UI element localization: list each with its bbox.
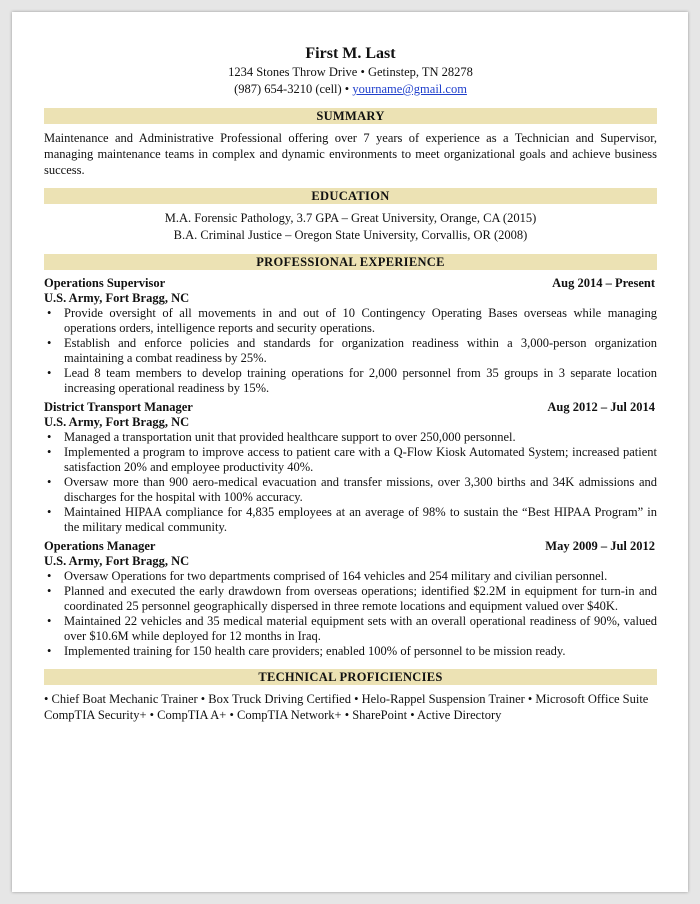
education-entry: M.A. Forensic Pathology, 3.7 GPA – Great University, Orange, CA (2015) [164, 211, 537, 225]
bullet-text: Maintained 22 vehicles and 35 medical material equipment sets with an overall operational readiness of 90%, valued over $10.6M while deployed for 12 months in Iraq. [64, 614, 657, 643]
bullet-dot: • [47, 614, 52, 628]
job-bullet [44, 569, 657, 584]
bullet-dot: • [47, 445, 52, 459]
job-organization: U.S. Army, Fort Bragg, NC [44, 415, 190, 429]
job-bullet [44, 614, 657, 644]
bullet-text: Managed a transportation unit that provided healthcare support to over 250,000 personnel. [64, 430, 516, 444]
job-title: Operations Supervisor [44, 276, 166, 290]
bullet-dot: • [47, 430, 52, 444]
bullet-text: Planned and executed the early drawdown from overseas operations; identified $2.2M in equipment for turn-in and coordinated 25 personnel geographically dispersed in three remote locations and equipment valued over $40K. [64, 584, 657, 613]
job-bullet [44, 366, 657, 396]
bullet-text: Establish and enforce policies and standards for organization readiness within a 3,000-person organization maintaining a combat readiness by 25%. [64, 336, 657, 365]
job-bullet [44, 336, 657, 366]
job-title: District Transport Manager [44, 400, 193, 414]
job-bullet [44, 505, 657, 535]
experience-heading: PROFESSIONAL EXPERIENCE [44, 254, 657, 270]
technical-heading: TECHNICAL PROFICIENCIES [44, 669, 657, 685]
email-link[interactable]: yourname@gmail.com [352, 82, 467, 96]
job-bullets [44, 569, 657, 659]
job-organization: U.S. Army, Fort Bragg, NC [44, 291, 190, 305]
bullet-text: Implemented training for 150 health care providers; enabled 100% of personnel to be mission ready. [64, 644, 566, 658]
job-dates: Aug 2014 – Present [552, 276, 655, 290]
phone-text: (987) 654-3210 (cell) • [234, 82, 353, 96]
job-bullet [44, 584, 657, 614]
bullet-dot: • [47, 505, 52, 519]
job-bullet [44, 445, 657, 475]
job-title: Operations Manager [44, 539, 156, 553]
bullet-dot: • [47, 336, 52, 350]
job-organization: U.S. Army, Fort Bragg, NC [44, 554, 190, 568]
job-entry [44, 276, 657, 396]
job-header [44, 276, 657, 291]
resume-page [12, 12, 688, 892]
job-bullet [44, 306, 657, 336]
bullet-dot: • [47, 475, 52, 489]
bullet-text: Oversaw Operations for two departments comprised of 164 vehicles and 254 military and civilian personnel. [64, 569, 608, 583]
education-entry: B.A. Criminal Justice – Oregon State University, Corvallis, OR (2008) [173, 228, 528, 242]
address-line: 1234 Stones Throw Drive • Getinstep, TN 28278 [228, 65, 473, 79]
education-heading: EDUCATION [44, 188, 657, 204]
job-bullet [44, 475, 657, 505]
job-dates: Aug 2012 – Jul 2014 [547, 400, 655, 414]
bullet-dot: • [47, 584, 52, 598]
phone-email-line [44, 81, 657, 98]
job-header [44, 400, 657, 415]
bullet-text: Provide oversight of all movements in and out of 10 Contingency Operating Bases overseas while managing operations orders, intelligence reports and security operations. [64, 306, 657, 335]
resume-content [44, 44, 657, 723]
bullet-dot: • [47, 569, 52, 583]
job-entry [44, 400, 657, 535]
job-bullets [44, 306, 657, 396]
candidate-name: First M. Last [305, 45, 396, 62]
job-entry [44, 539, 657, 659]
bullet-dot: • [47, 644, 52, 658]
bullet-text: Implemented a program to improve access to patient care with a Q-Flow Kiosk Automated System; increased patient satisfaction 20% and employee productivity 40%. [64, 445, 657, 474]
summary-heading: SUMMARY [44, 108, 657, 124]
skills-line: • Chief Boat Mechanic Trainer • Box Truck Driving Certified • Helo-Rappel Suspension Trainer • Microsoft Office Suite [44, 692, 649, 706]
job-bullet [44, 430, 657, 445]
bullet-text: Oversaw more than 900 aero-medical evacuation and transfer missions, over 3,300 births and 34K admissions and discharges for the hospital with 100% accuracy. [64, 475, 657, 504]
job-dates: May 2009 – Jul 2012 [545, 539, 655, 553]
job-header [44, 539, 657, 554]
bullet-dot: • [47, 366, 52, 380]
skills-line: CompTIA Security+ • CompTIA A+ • CompTIA Network+ • SharePoint • Active Directory [44, 708, 502, 722]
summary-text: Maintenance and Administrative Professional offering over 7 years of experience as a Technician and Supervisor, managing maintenance teams in complex and dynamic environments to meet organizational goals and achieve business success. [44, 131, 657, 177]
bullet-text: Lead 8 team members to develop training operations for 2,000 personnel from 35 groups in 3 separate location increasing operational readiness by 15%. [64, 366, 657, 395]
bullet-text: Maintained HIPAA compliance for 4,835 employees at an average of 98% to sustain the “Best HIPAA Program” in the military medical community. [64, 505, 657, 534]
job-bullet [44, 644, 657, 659]
bullet-dot: • [47, 306, 52, 320]
job-bullets [44, 430, 657, 535]
